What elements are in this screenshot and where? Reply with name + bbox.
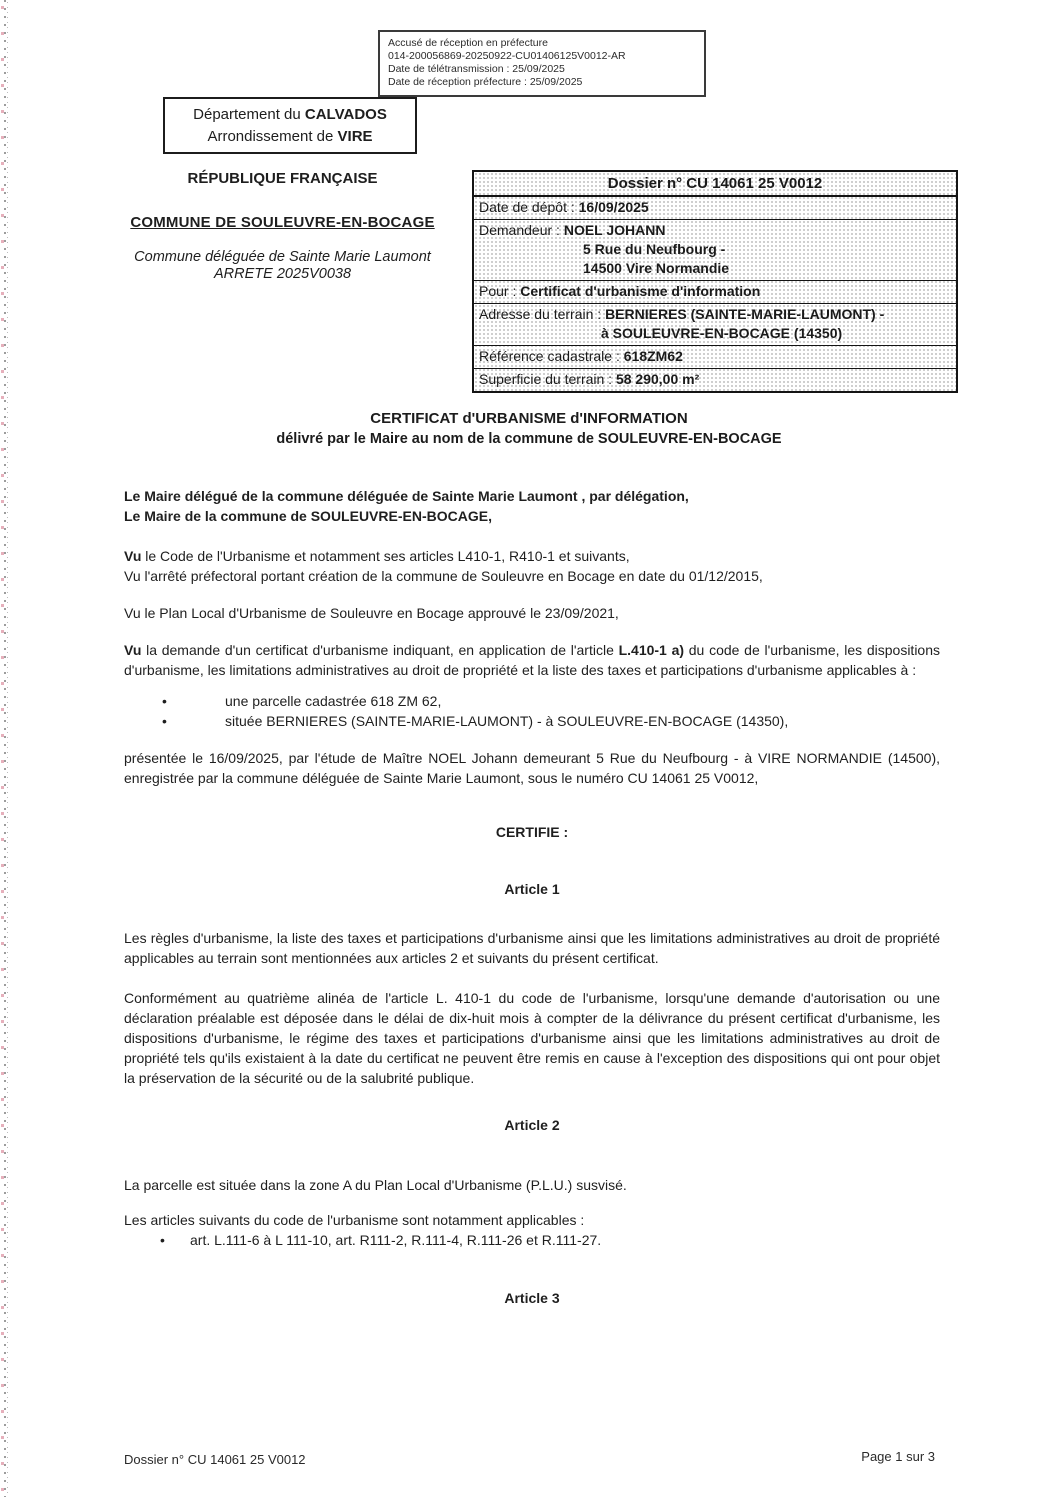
- demandeur-address-line2: 14500 Vire Normandie: [583, 260, 730, 276]
- bullet2-text: située BERNIERES (SAINTE-MARIE-LAUMONT) - à SOULEUVRE-EN-BOCAGE (14350),: [225, 713, 789, 729]
- reception-line: Date de réception préfecture : 25/09/2025: [388, 76, 583, 88]
- certifie-heading: CERTIFIE :: [495, 824, 569, 840]
- document-title-line1: CERTIFICAT d'URBANISME d'INFORMATION: [370, 410, 688, 427]
- superficie-value: 58 290,00 m²: [615, 371, 700, 387]
- article2-paragraph1: La parcelle est située dans la zone A du Plan Local d'Urbanisme (P.L.U.) susvisé.: [124, 1177, 627, 1193]
- reference-value: 618ZM62: [623, 348, 683, 364]
- adresse-value: BERNIERES (SAINTE-MARIE-LAUMONT) -: [605, 306, 885, 322]
- maire-paragraph: [124, 486, 940, 526]
- department-box: [163, 97, 417, 154]
- vu-code-text: le Code de l'Urbanisme et notamment ses articles L410-1, R410-1 et suivants,: [141, 548, 630, 564]
- vu-plu-paragraph: Vu le Plan Local d'Urbanisme de Souleuvre en Bocage approuvé le 23/09/2021,: [124, 605, 619, 621]
- demandeur-line: [479, 221, 951, 240]
- pour-value: Certificat d'urbanisme d'information: [520, 283, 761, 299]
- vu-keyword: Vu: [124, 548, 142, 564]
- arrondissement-name: VIRE: [337, 128, 373, 145]
- article2-bullet-text: art. L.111-6 à L 111-10, art. R111-2, R.111-4, R.111-26 et R.111-27.: [190, 1232, 602, 1248]
- vu-code-paragraph: [124, 546, 940, 586]
- bullet1-text: une parcelle cadastrée 618 ZM 62,: [225, 693, 442, 709]
- reference-label: Référence cadastrale :: [479, 348, 624, 364]
- scan-noise-left-edge: [0, 0, 9, 1497]
- presentee-paragraph: présentée le 16/09/2025, par l'étude de Maître NOEL Johann demeurant 5 Rue du Neufbourg - à VIRE NORMANDIE (14500), enregistrée par la commune déléguée de Sainte Marie Laumont, sous le numéro CU 14061 25 V0012,: [124, 750, 940, 786]
- list-item: [124, 711, 940, 731]
- commune-title: COMMUNE DE SOULEUVRE-EN-BOCAGE: [130, 214, 435, 231]
- arrondissement-line: [165, 126, 415, 148]
- adresse-line1: [479, 305, 951, 324]
- dossier-row-pour: [474, 281, 956, 304]
- demandeur-name: NOEL JOHANN: [563, 222, 666, 238]
- pour-label: Pour :: [479, 283, 521, 299]
- article2-heading: Article 2: [504, 1117, 560, 1133]
- vu-demande-rest: du code de l'urbanisme, les dispositions d'urbanisme, les limitations administratives au droit de propriété et la liste des taxes et participations d'urbanisme applicables à :: [124, 642, 940, 678]
- dossier-table: [472, 170, 958, 393]
- dossier-row-demandeur: [474, 220, 956, 281]
- vu-demande-paragraph: [124, 640, 940, 680]
- maire-line2: Le Maire de la commune de SOULEUVRE-EN-BOCAGE,: [124, 508, 492, 524]
- department-name: CALVADOS: [304, 106, 387, 123]
- department-label: Département du: [193, 106, 305, 123]
- bullet-icon: •: [162, 693, 167, 709]
- vu-demande-text: la demande d'un certificat d'urbanisme indiquant, en application de l'article: [141, 642, 619, 658]
- arrondissement-label: Arrondissement de: [207, 128, 338, 145]
- document-title: [0, 408, 1058, 450]
- vu-keyword: Vu: [124, 642, 142, 658]
- maire-line1: Le Maire délégué de la commune déléguée de Sainte Marie Laumont , par délégation,: [124, 488, 689, 504]
- arrete-number: ARRETE 2025V0038: [213, 266, 352, 282]
- reception-line: 014-200056869-20250922-CU01406125V0012-AR: [388, 50, 626, 62]
- article1-paragraph2: Conformément au quatrième alinéa de l'article L. 410-1 du code de l'urbanisme, lorsqu'une demande d'autorisation ou une déclaration préalable est déposée dans le délai de dix-huit mois à compter de la délivrance du présent certificat d'urbanisme, les dispositions d'urbanisme, le régime des taxes et participations d'urbanisme ainsi que les limitations administratives au droit de propriété tels qu'ils existaient à la date du certificat ne peuvent être remis en cause à l'exception des dispositions qui ont pour objet la préservation de la sécurité ou de la salubrité publique.: [124, 990, 940, 1086]
- demandeur-label: Demandeur :: [479, 222, 564, 238]
- superficie-label: Superficie du terrain :: [479, 371, 616, 387]
- article1-heading: Article 1: [504, 881, 560, 897]
- document-body: [124, 486, 940, 1308]
- issuer-block: [95, 170, 470, 282]
- article1-paragraph1: Les règles d'urbanisme, la liste des taxes et participations d'urbanisme ainsi que les limitations administratives au droit de propriété applicables au terrain sont mentionnées aux articles 2 et suivants du présent certificat.: [124, 930, 940, 966]
- dossier-row-reference: [474, 346, 956, 369]
- article-reference-bold: L.410-1 a): [618, 642, 685, 658]
- footer-dossier-number: Dossier n° CU 14061 25 V0012: [124, 1452, 306, 1467]
- article3-heading: Article 3: [504, 1290, 560, 1306]
- dossier-row-adresse: [474, 304, 956, 346]
- reception-line: Date de télétransmission : 25/09/2025: [388, 63, 565, 75]
- adresse-line2: à SOULEUVRE-EN-BOCAGE (14350): [601, 325, 843, 341]
- commune-deleguee: Commune déléguée de Sainte Marie Laumont: [134, 249, 431, 265]
- bullet-icon: •: [162, 713, 167, 729]
- footer-page-number: Page 1 sur 3: [861, 1449, 935, 1464]
- dossier-row-date: [474, 197, 956, 220]
- document-title-line2: délivré par le Maire au nom de la commune de SOULEUVRE-EN-BOCAGE: [276, 431, 782, 447]
- vu-arrete-text: Vu l'arrêté préfectoral portant création de la commune de Souleuvre en Bocage en date du 01/12/2015,: [124, 568, 763, 584]
- dossier-row-superficie: [474, 369, 956, 391]
- reception-line: Accusé de réception en préfecture: [388, 37, 548, 49]
- dossier-number-header: Dossier n° CU 14061 25 V0012: [474, 172, 956, 197]
- adresse-label: Adresse du terrain :: [479, 306, 606, 322]
- parcelle-bullet-list: [124, 691, 940, 731]
- republique-title: RÉPUBLIQUE FRANÇAISE: [187, 170, 378, 187]
- date-depot-value: 16/09/2025: [578, 199, 649, 215]
- department-line: [165, 104, 415, 126]
- date-depot-label: Date de dépôt :: [479, 199, 579, 215]
- list-item: [124, 1230, 940, 1250]
- prefecture-reception-stamp: [378, 30, 706, 97]
- list-item: [124, 691, 940, 711]
- article2-paragraph2: Les articles suivants du code de l'urbanisme sont notamment applicables :: [124, 1212, 585, 1228]
- bullet-icon: •: [160, 1232, 165, 1248]
- demandeur-address-line1: 5 Rue du Neufbourg -: [583, 241, 726, 257]
